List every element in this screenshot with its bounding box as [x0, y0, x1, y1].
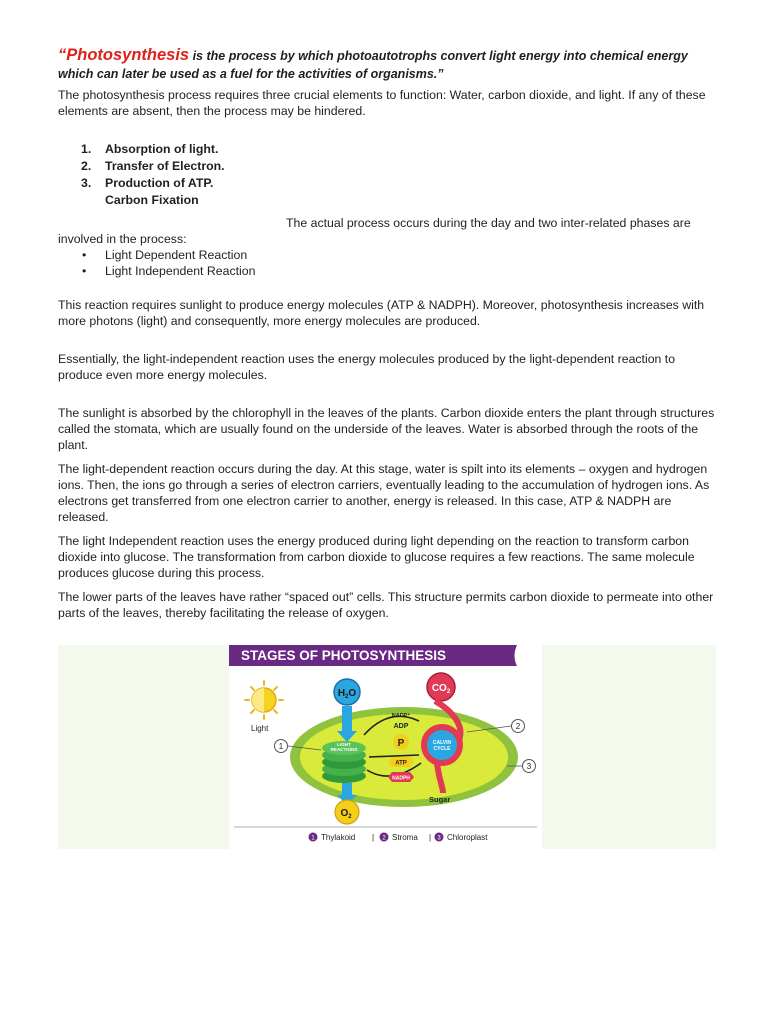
light-reactions-label-1: LIGHT — [337, 742, 351, 747]
document-body — [58, 46, 718, 629]
lower-leaves-paragraph: The lower parts of the leaves have rather “spaced out” cells. This structure permits carbon dioxide to permeate into other parts of the leaves, thereby facilitating the release of oxygen. — [58, 590, 714, 620]
step-extra: Carbon Fixation — [105, 193, 199, 207]
list-item-text: Light Dependent Reaction — [105, 248, 248, 262]
svg-text:1: 1 — [311, 835, 315, 842]
spacer — [58, 127, 718, 141]
list-item — [58, 158, 718, 175]
heading-rest: is the process by which photoautotrophs convert light energy into chemical energy which can later be used as a fuel for the activities of organisms.” — [58, 49, 688, 81]
water-label: $H_2O$ — [337, 688, 357, 700]
sunlight-paragraph: The sunlight is absorbed by the chlorophyll in the leaves of the plants. Carbon dioxide enters the plant through structures called the stomata, which are usually found on the underside of the leaves. Water is absorbed through the roots of the plant. — [58, 406, 715, 452]
phase-intro-paragraph: The actual process occurs during the day and two inter-related phases are involved in the process: — [58, 216, 691, 246]
svg-text:1: 1 — [278, 742, 284, 751]
light-reactions-label-2: REACTIONS — [330, 747, 358, 752]
co2-label: $CO_2$ — [431, 683, 451, 695]
list-item-text: Light Independent Reaction — [105, 264, 256, 278]
calvin-label-2: CYCLE — [433, 746, 451, 752]
day-stage-paragraph: The light-dependent reaction occurs during the day. At this stage, water is spilt into its elements – oxygen and hydrogen ions. Then, the ions go through a series of electron carriers, eventually leading to the accumulation of hydrogen ions. As electrons get transferred from one electron carrier to another, energy is released. In this case, ATP & NADPH are released. — [58, 462, 710, 524]
banner-title: STAGES OF PHOTOSYNTHESIS — [241, 648, 447, 663]
svg-text:2: 2 — [515, 722, 521, 731]
list-item-text: Production of ATP. — [105, 176, 214, 190]
phosphate-label: P — [397, 738, 405, 749]
bullet: • — [82, 248, 87, 262]
bullet: • — [82, 264, 87, 278]
svg-text:Stroma: Stroma — [392, 833, 418, 842]
svg-text:|: | — [372, 833, 375, 842]
heading-lead: “Photosynthesis — [58, 46, 190, 64]
svg-text:Thylakoid: Thylakoid — [321, 833, 356, 842]
light-dependent-paragraph: This reaction requires sunlight to produce energy molecules (ATP & NADPH). Moreover, photosynthesis increases with more photons (light) and consequently, more energy molecules are produced. — [58, 298, 705, 328]
nadph-label: NADPH — [392, 775, 410, 782]
sun-icon — [245, 681, 283, 719]
light-independent-paragraph: Essentially, the light-independent reaction uses the energy molecules produced by the light-dependent reaction to produce even more energy molecules. — [58, 352, 676, 382]
svg-text:|: | — [429, 833, 432, 842]
sugar-label: Sugar — [429, 795, 451, 804]
svg-text:3: 3 — [437, 835, 441, 842]
svg-text:Chloroplast: Chloroplast — [447, 833, 488, 842]
list-item-text: Transfer of Electron. — [105, 159, 225, 173]
photosynthesis-diagram — [229, 645, 542, 849]
list-item — [58, 175, 718, 192]
list-number: 3. — [81, 176, 92, 190]
list-item — [58, 263, 718, 279]
definition-heading — [58, 46, 718, 83]
oxygen-label: $O_2$ — [340, 808, 352, 820]
list-item — [58, 141, 718, 158]
list-number: 1. — [81, 142, 92, 156]
steps-list — [58, 141, 718, 192]
spacer — [58, 391, 718, 405]
spacer — [58, 279, 718, 297]
phases-list — [58, 247, 718, 279]
legend — [309, 833, 489, 843]
adp-label: ADP — [393, 723, 409, 730]
list-item-text: Absorption of light. — [105, 142, 219, 156]
spacer — [58, 337, 718, 351]
atp-label: ATP — [395, 760, 407, 767]
svg-text:3: 3 — [526, 762, 532, 771]
calvin-label-1: CALVIN — [432, 740, 452, 746]
intro-paragraph: The photosynthesis process requires three crucial elements to function: Water, carbon dioxide, and light. If any of these elements are absent, then the process may be hindered. — [58, 88, 706, 118]
nadp-label: NADP⁺ — [391, 713, 411, 719]
light-label: Light — [251, 724, 269, 733]
list-item — [58, 247, 718, 263]
glucose-paragraph: The light Independent reaction uses the energy produced during light depending on the reaction to transform carbon dioxide into glucose. The transformation from carbon dioxide to glucose requires a few reactions. The same molecule produces glucose during this process. — [58, 534, 695, 580]
svg-text:2: 2 — [382, 835, 386, 842]
list-number: 2. — [81, 159, 92, 173]
